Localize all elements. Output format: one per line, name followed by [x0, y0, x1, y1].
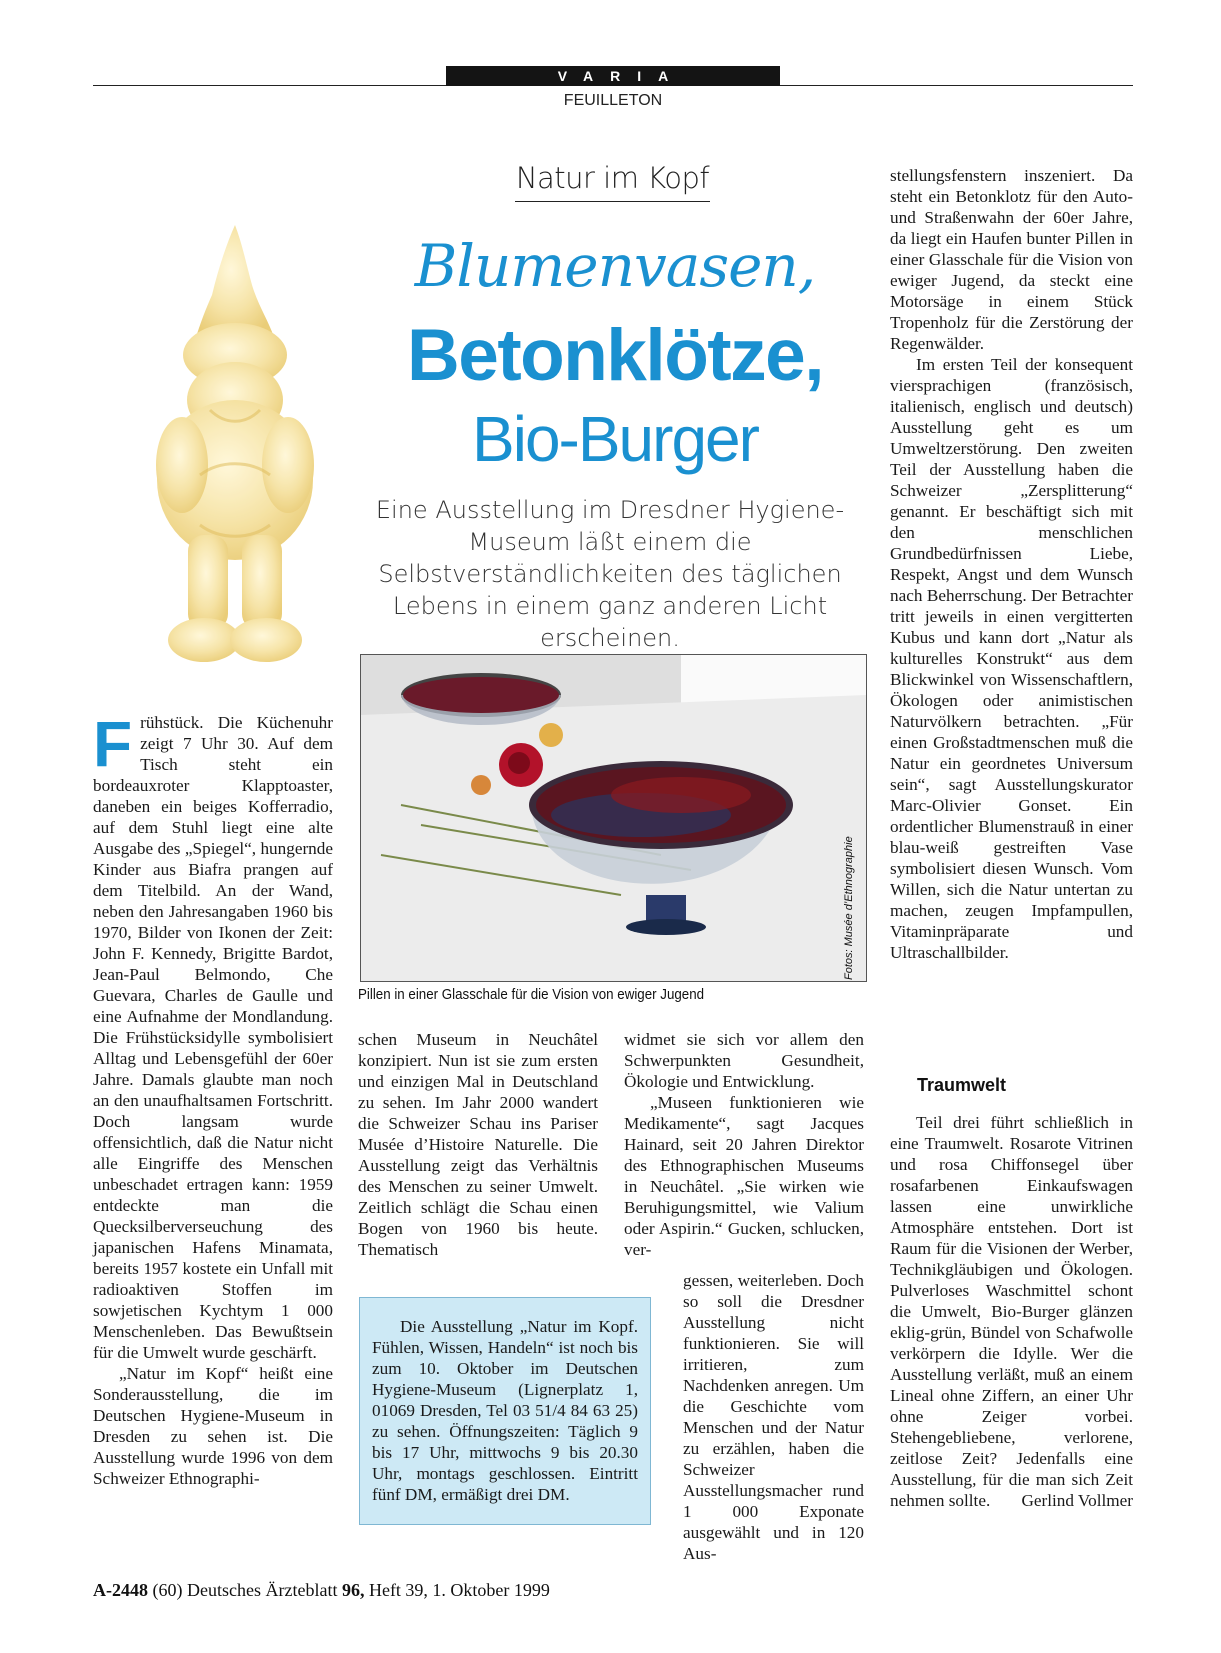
- body-paragraph: stellungsfenstern inszeniert. Da steht ein Betonklotz für den Auto- und Straßenwahn der 60er Jahre, da liegt ein Haufen bunter Pillen in einer Glasschale für die Vision von ewiger Jugend, da steckt eine Motorsäge in einem Stück Tropenholz für die Zerstörung der Regenwälder.: [890, 166, 1133, 353]
- drop-cap: F: [93, 708, 133, 780]
- title-line-2: Betonklötze,: [407, 315, 823, 396]
- pills-bowl-photo: [360, 654, 867, 982]
- exhibition-info-box: [359, 1297, 651, 1525]
- photo-credit: Fotos: Musée d’Ethnographie: [843, 836, 855, 980]
- journal-name: Deutsches Ärzteblatt: [187, 1580, 338, 1600]
- body-paragraph-text: Teil drei führt schließlich in eine Traumwelt. Rosarote Vitrinen und rosa Chiffonsegel über rosafarbenen Einkaufswagen lassen eine unwirkliche Atmosphäre entstehen. Dort ist Raum für die Visionen der Werber, Technikgläubigen und Ökologen. Pulverloses Waschmittel schont die Umwelt, Bio-Burger glänzen eklig-grün, Bündel von Schafwolle verkörpern die Idylle. Wer die Ausstellung verläßt, muß an einem Lineal ohne Ziffern, an einer Uhr ohne Zeiger vorbei. Stehengebliebene, verlorene, zeitlose Zeit? Jedenfalls eine Ausstellung, für die man sich Zeit nehmen sollte.: [890, 1113, 1133, 1510]
- body-paragraph: schen Museum in Neuchâtel konzipiert. Nun ist sie zum ersten und einzigen Mal in Deutschland zu sehen. Im Jahr 2000 wandert die Schweizer Schau ins Pariser Musée d’Histoire Naturelle. Die Ausstellung zeigt das Verhältnis des Menschen zu seiner Umwelt. Zeitlich schlägt die Schau einen Bogen von 1960 bis heute. Thematisch: [358, 1030, 598, 1259]
- author-name: Gerlind Vollmer: [1021, 1491, 1133, 1510]
- page-number: A-2448: [93, 1580, 148, 1600]
- body-paragraph: [890, 1112, 1133, 1511]
- body-paragraph: rühstück. Die Küchenuhr zeigt 7 Uhr 30. Auf dem Tisch steht ein bordeauxroter Klapptoaster, daneben ein beiges Kofferradio, auf dem Stuhl liegt eine alte Ausgabe des „Spiegel“, hungernde Kinder aus Biafra prangen auf dem Titelbild. An der Wand, neben den Jahresangaben 1960 bis 1970, Bilder von Ikonen der Zeit: John F. Kennedy, Brigitte Bardot, Jean-Paul Belmondo, Che Guevara, Charles de Gaulle und eine Aufnahme der Mondlandung. Die Frühstücksidylle symbolisiert Alltag und Lebensgefühl der 60er Jahre. Damals glaubte man noch an den unaufhaltsamen Fortschritt. Doch langsam wurde offensichtlich, daß die Natur nicht alle Eingriffe des Menschen unbeschadet ertragen kann: 1959 entdeckte man die Quecksilberverseuchung des japanischen Hafens Minamata, bereits 1957 kostete ein Unfall mit radioaktiven Stoffen im sowjetischen Kychtym 1 000 Menschenleben. Das Bewußtsein für die Umwelt wurde geschärft.: [93, 713, 333, 1362]
- column-4: [890, 165, 1133, 963]
- issue-info: Heft 39, 1. Oktober 1999: [368, 1580, 550, 1600]
- local-page-number: (60): [152, 1580, 183, 1600]
- column-3: [624, 1029, 864, 1260]
- volume-number: 96,: [341, 1580, 365, 1600]
- section-bar: VARIA: [446, 66, 780, 86]
- column-4-continued: [890, 1112, 1133, 1511]
- article-lead: Eine Ausstellung im Dresdner Hygiene-Museum läßt einem die Selbstverständlichkeiten des täglichen Lebens in einem ganz anderen Licht erscheinen.: [375, 496, 845, 652]
- title-line-3: Bio-Burger: [472, 403, 758, 475]
- subsection-label: FEUILLETON: [563, 92, 663, 109]
- body-paragraph: gessen, weiterleben. Doch so soll die Dresdner Ausstellung nicht funktionieren. Sie will irritieren, zum Nachdenken anregen. Um die Geschichte vom Menschen und der Natur zu erzählen, haben die Schweizer Ausstellungsmacher rund 1 000 Exponate ausgewählt und in 120 Aus-: [683, 1271, 864, 1563]
- info-box-text: Die Ausstellung „Natur im Kopf. Fühlen, Wissen, Handeln“ ist noch bis zum 10. Oktober im Deutschen Hygiene-Museum (Lignerplatz 1, 01069 Dresden, Tel 03 51/4 84 63 25) zu sehen. Öffnungszeiten: Täglich 9 bis 17 Uhr, mittwochs 9 bis 20.30 Uhr, montags geschlossen. Eintritt fünf DM, ermäßigt drei DM.: [372, 1317, 638, 1504]
- column-1: [93, 708, 333, 1489]
- gnome-figurine-image: [130, 225, 340, 685]
- body-paragraph: widmet sie sich vor allem den Schwerpunkten Gesundheit, Ökologie und Entwicklung.: [624, 1030, 864, 1091]
- article-kicker: Natur im Kopf: [515, 161, 710, 202]
- photo-caption: Pillen in einer Glasschale für die Vision von ewiger Jugend: [358, 987, 705, 1003]
- body-paragraph: Im ersten Teil der konsequent viersprachigen (französisch, italienisch, englisch und deutsch) Ausstellung geht es um Umweltzerstörung. Den zweiten Teil der Ausstellung haben die Schweizer „Zersplitterung“ genannt. Er beschäftigt sich mit den menschlichen Grundbedürfnissen Liebe, Respekt, Angst und dem Wunsch nach Beherrschung. Der Betrachter tritt jeweils in einen vergitterten Kubus und kann dort „Natur als kulturelles Konstrukt“ aus dem Blickwinkel von Wissenschaftlern, Ökologen oder animistischen Naturvölkern betrachten. „Für einen Großstadtmenschen muß die Natur ein geordnetes Universum sein“, sagt Ausstellungskurator Marc-Olivier Gonset. Ein ordentlicher Blumenstrauß in einer blau-weiß gestreiften Vase symbolisiert diesen Wunsch. Vom Willen, sich die Natur untertan zu machen, zeugen Impfampullen, Vitaminpräparate und Ultraschallbilder.: [890, 355, 1133, 962]
- body-paragraph: „Natur im Kopf“ heißt eine Sonderausstellung, die im Deutschen Hygiene-Museum in Dresden zu sehen ist. Die Ausstellung wurde 1996 von dem Schweizer Ethnographi-: [93, 1364, 333, 1488]
- body-paragraph: „Museen funktionieren wie Medikamente“, sagt Jacques Hainard, seit 20 Jahren Direktor des Ethnographischen Museums in Neuchâtel. „Sie wirken wie Beruhigungsmittel, wie Valium oder Aspirin.“ Gucken, schlucken, ver-: [624, 1093, 864, 1259]
- subheading: Traumwelt: [917, 1075, 1007, 1095]
- column-2: [358, 1029, 598, 1260]
- title-line-1: Blumenvasen,: [414, 232, 816, 300]
- column-3-continued: [683, 1270, 864, 1564]
- page-footer: [93, 1580, 550, 1601]
